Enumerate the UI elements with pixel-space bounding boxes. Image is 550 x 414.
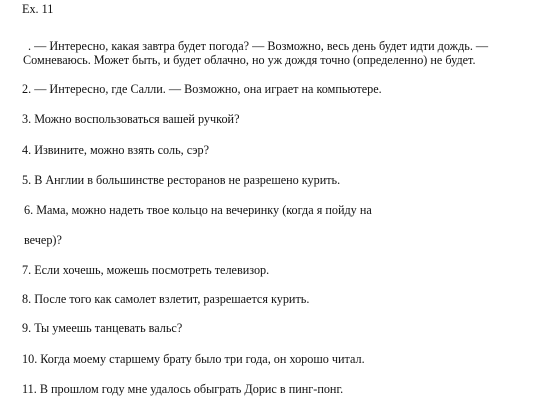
exercise-line-6: 6. Мама, можно надеть твое кольцо на вечеринку (когда я пойду на xyxy=(24,203,372,217)
exercise-line-7: 7. Если хочешь, можешь посмотреть телевизор. xyxy=(22,263,270,277)
exercise-line-6-continued: вечер)? xyxy=(24,233,62,247)
exercise-line-3: 3. Можно воспользоваться вашей ручкой? xyxy=(22,112,240,126)
exercise-line-11: 11. В прошлом году мне удалось обыграть Дорис в пинг-понг. xyxy=(22,382,344,396)
exercise-line-4: 4. Извините, можно взять соль, сэр? xyxy=(22,143,210,157)
exercise-line-2: 2. — Интересно, где Салли. — Возможно, она играет на компьютере. xyxy=(22,82,382,96)
exercise-line-9: 9. Ты умеешь танцевать вальс? xyxy=(22,321,183,335)
exercise-line-1: . — Интересно, какая завтра будет погода? — Возможно, весь день будет идти дождь. — xyxy=(28,39,489,53)
exercise-heading: Ex. 11 xyxy=(22,2,54,16)
exercise-line-10: 10. Когда моему старшему брату было три года, он хорошо читал. xyxy=(22,352,365,366)
exercise-line-8: 8. После того как самолет взлетит, разрешается курить. xyxy=(22,292,310,306)
exercise-line-5: 5. В Англии в большинстве ресторанов не разрешено курить. xyxy=(22,173,341,187)
exercise-line-1-continued: Сомневаюсь. Может быть, и будет облачно, но уж дождя точно (определенно) не будет. xyxy=(23,53,476,67)
